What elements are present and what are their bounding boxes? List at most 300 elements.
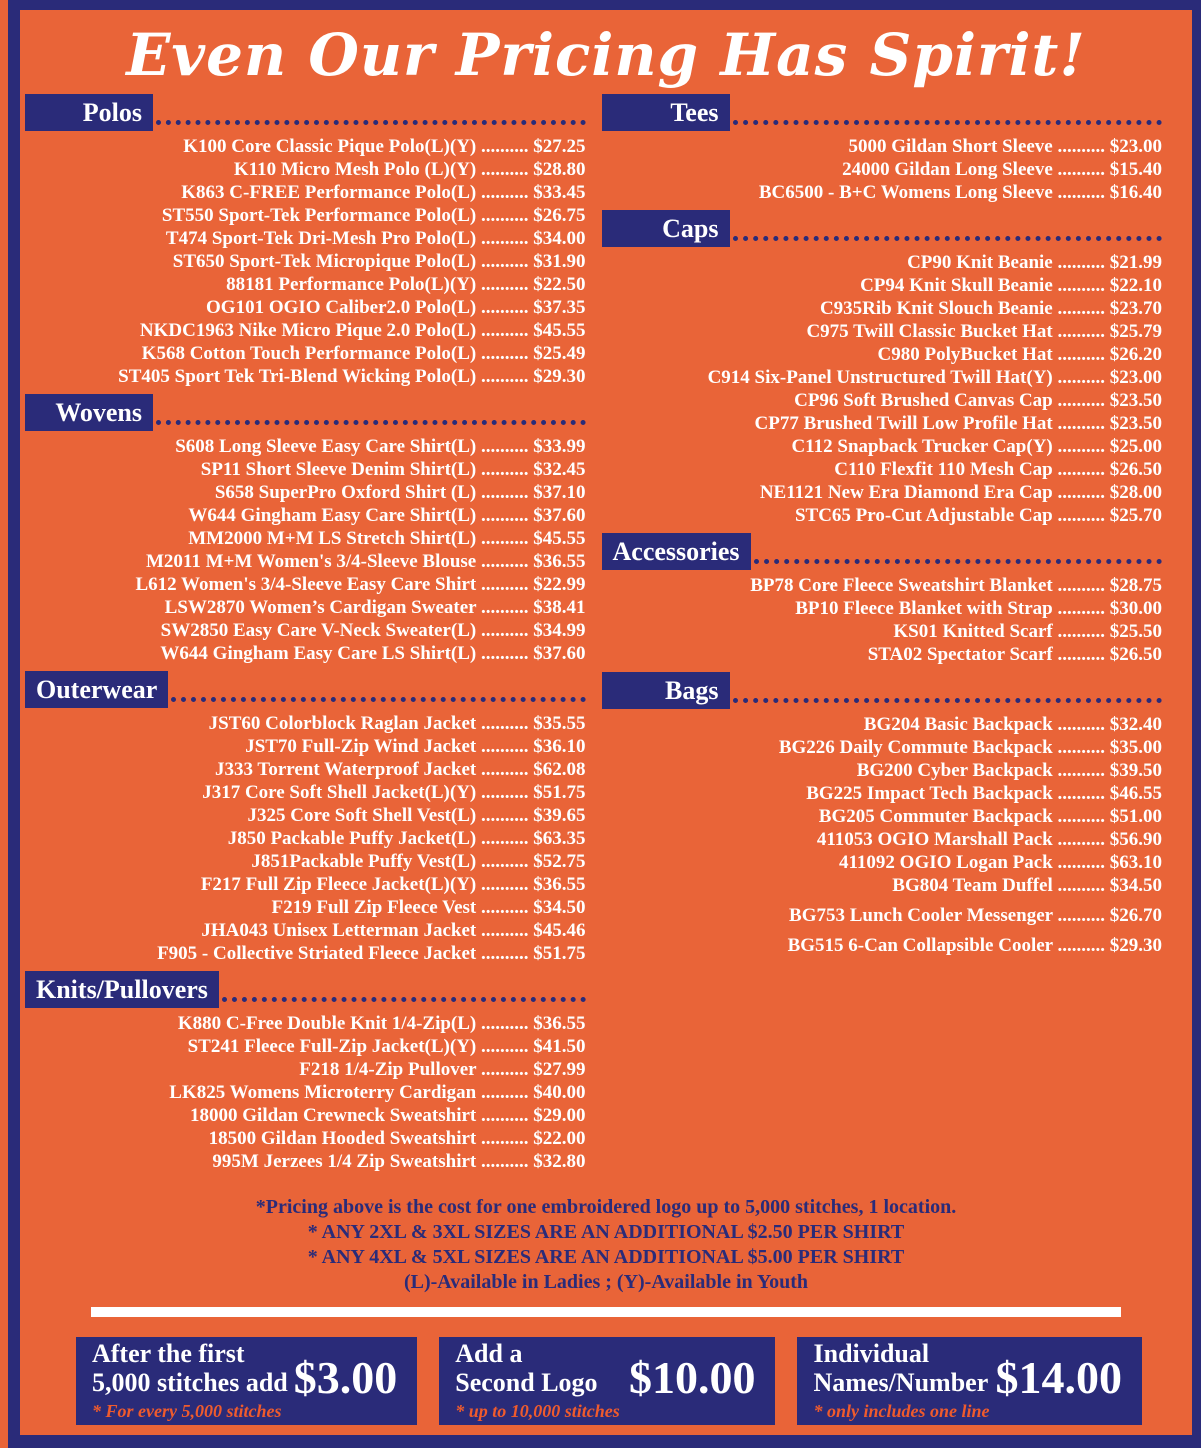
- section-title: Caps: [602, 210, 730, 247]
- price-box-note: * up to 10,000 stitches: [455, 1401, 620, 1422]
- right-column: [602, 94, 1163, 963]
- item-dot-leader: ..........: [476, 758, 534, 780]
- item-dot-leader: ..........: [1052, 851, 1110, 873]
- item-price: $34.99: [533, 619, 586, 641]
- item-price: $15.40: [1109, 158, 1162, 180]
- item-name: NKDC1963 Nike Micro Pique 2.0 Polo(L): [139, 319, 477, 341]
- item-dot-leader: ..........: [476, 804, 534, 826]
- item-row: [25, 873, 586, 896]
- item-name: BG225 Impact Tech Backpack: [806, 782, 1053, 804]
- item-row: [602, 504, 1163, 527]
- item-name: J851Packable Puffy Vest(L): [251, 850, 477, 872]
- item-dot-leader: ..........: [476, 896, 534, 918]
- item-name: ST405 Sport Tek Tri-Blend Wicking Polo(L): [118, 365, 477, 387]
- price-box: [797, 1337, 1142, 1425]
- section-rows: [602, 574, 1163, 666]
- item-price: $36.55: [533, 550, 586, 572]
- item-price: $34.00: [533, 227, 586, 249]
- item-dot-leader: ..........: [476, 1127, 534, 1149]
- item-name: CP77 Brushed Twill Low Profile Hat: [754, 412, 1053, 434]
- item-price: $45.55: [533, 527, 586, 549]
- item-dot-leader: ..........: [1052, 620, 1110, 642]
- item-row: [25, 481, 586, 504]
- item-dot-leader: ..........: [1052, 366, 1110, 388]
- item-price: $34.50: [533, 896, 586, 918]
- item-row: [25, 342, 586, 365]
- item-name: BC6500 - B+C Womens Long Sleeve: [758, 181, 1053, 203]
- item-dot-leader: ..........: [476, 204, 534, 226]
- item-row: [25, 642, 586, 665]
- item-dot-leader: ..........: [476, 273, 534, 295]
- item-dot-leader: ..........: [1052, 574, 1110, 596]
- item-name: BP10 Fleece Blanket with Strap: [795, 597, 1053, 619]
- price-section: [25, 671, 586, 965]
- item-row: [25, 273, 586, 296]
- item-dot-leader: ..........: [476, 1150, 534, 1172]
- dotted-leader: [222, 997, 586, 1002]
- flyer-content: [20, 10, 1192, 1435]
- dotted-leader: [733, 698, 1163, 703]
- item-price: $22.10: [1109, 274, 1162, 296]
- item-price: $23.00: [1109, 366, 1162, 388]
- item-price: $27.99: [533, 1058, 586, 1080]
- item-row: [602, 412, 1163, 435]
- item-row: [25, 712, 586, 735]
- item-row: [25, 527, 586, 550]
- item-dot-leader: ..........: [476, 712, 534, 734]
- item-price: $22.00: [533, 1127, 586, 1149]
- price-box-label: Individual Names/Number: [813, 1339, 989, 1398]
- price-box-text: [813, 1339, 989, 1422]
- item-name: 24000 Gildan Long Sleeve: [842, 158, 1053, 180]
- item-row: [25, 781, 586, 804]
- item-dot-leader: ..........: [476, 250, 534, 272]
- item-price: $40.00: [533, 1081, 586, 1103]
- item-dot-leader: ..........: [476, 342, 534, 364]
- item-name: NE1121 New Era Diamond Era Cap: [759, 481, 1053, 503]
- item-row: [602, 597, 1163, 620]
- item-dot-leader: ..........: [476, 873, 534, 895]
- price-box-note: * For every 5,000 stitches: [92, 1401, 282, 1422]
- item-row: [25, 504, 586, 527]
- item-dot-leader: ..........: [1052, 782, 1110, 804]
- item-name: F905 - Collective Striated Fleece Jacket: [157, 942, 477, 964]
- page-title: Even Our Pricing Has Spirit!: [126, 21, 1086, 89]
- item-price: $29.30: [1109, 934, 1162, 956]
- item-row: [25, 735, 586, 758]
- item-price: $41.50: [533, 1035, 586, 1057]
- item-name: K568 Cotton Touch Performance Polo(L): [141, 342, 477, 364]
- item-row: [25, 804, 586, 827]
- item-dot-leader: ..........: [476, 596, 534, 618]
- item-name: KS01 Knitted Scarf: [893, 620, 1053, 642]
- item-row: [25, 204, 586, 227]
- item-dot-leader: ..........: [476, 181, 534, 203]
- item-price: $45.55: [533, 319, 586, 341]
- dotted-leader: [733, 120, 1163, 125]
- section-rows: [25, 435, 586, 665]
- item-row: [602, 181, 1163, 204]
- section-title: Wovens: [25, 394, 153, 431]
- section-header: [25, 394, 586, 431]
- item-name: CP90 Knit Beanie: [907, 251, 1053, 273]
- item-price: $37.60: [533, 504, 586, 526]
- item-name: S608 Long Sleeve Easy Care Shirt(L): [175, 435, 477, 457]
- item-dot-leader: ..........: [1052, 297, 1110, 319]
- item-price: $32.40: [1109, 713, 1162, 735]
- item-name: 18500 Gildan Hooded Sweatshirt: [208, 1127, 477, 1149]
- item-dot-leader: ..........: [476, 1081, 534, 1103]
- item-name: F218 1/4-Zip Pullover: [299, 1058, 477, 1080]
- price-box-label: After the first 5,000 stitches add: [92, 1339, 288, 1398]
- item-name: 995M Jerzees 1/4 Zip Sweatshirt: [212, 1150, 477, 1172]
- item-price: $26.20: [1109, 343, 1162, 365]
- section-title: Accessories: [602, 533, 751, 570]
- item-dot-leader: ..........: [476, 319, 534, 341]
- section-title: Polos: [25, 94, 153, 131]
- item-name: 411053 OGIO Marshall Pack: [816, 828, 1053, 850]
- item-price: $25.50: [1109, 620, 1162, 642]
- item-row: [25, 319, 586, 342]
- item-row: [602, 458, 1163, 481]
- item-name: J325 Core Soft Shell Vest(L): [247, 804, 477, 826]
- item-dot-leader: ..........: [476, 458, 534, 480]
- item-row: [25, 758, 586, 781]
- section-rows: [25, 135, 586, 388]
- item-row: [25, 1081, 586, 1104]
- item-dot-leader: ..........: [476, 135, 534, 157]
- item-name: M2011 M+M Women's 3/4-Sleeve Blouse: [145, 550, 477, 572]
- item-name: K110 Micro Mesh Polo (L)(Y): [233, 158, 477, 180]
- item-price: $37.10: [533, 481, 586, 503]
- price-section: [602, 210, 1163, 527]
- item-dot-leader: ..........: [476, 227, 534, 249]
- item-dot-leader: ..........: [1052, 458, 1110, 480]
- item-price: $35.55: [533, 712, 586, 734]
- item-name: F217 Full Zip Fleece Jacket(L)(Y): [200, 873, 477, 895]
- section-header: [25, 971, 586, 1008]
- footnote-line: * ANY 2XL & 3XL SIZES ARE AN ADDITIONAL $2.50 PER SHIRT: [307, 1220, 905, 1243]
- item-name: C975 Twill Classic Bucket Hat: [806, 320, 1053, 342]
- item-row: [25, 827, 586, 850]
- item-dot-leader: ..........: [1052, 158, 1110, 180]
- item-dot-leader: ..........: [1052, 713, 1110, 735]
- dotted-leader: [156, 420, 586, 425]
- item-name: W644 Gingham Easy Care Shirt(L): [188, 504, 477, 526]
- item-row: [602, 934, 1163, 957]
- item-row: [25, 135, 586, 158]
- price-section: [602, 94, 1163, 204]
- item-price: $28.75: [1109, 574, 1162, 596]
- item-row: [602, 874, 1163, 897]
- item-price: $35.00: [1109, 736, 1162, 758]
- item-dot-leader: ..........: [1052, 597, 1110, 619]
- item-price: $63.35: [533, 827, 586, 849]
- dotted-leader: [156, 120, 586, 125]
- item-dot-leader: ..........: [476, 365, 534, 387]
- item-price: $52.75: [533, 850, 586, 872]
- item-name: BP78 Core Fleece Sweatshirt Blanket: [750, 574, 1053, 596]
- item-price: $25.79: [1109, 320, 1162, 342]
- item-row: [602, 135, 1163, 158]
- item-row: [602, 274, 1163, 297]
- item-row: [25, 596, 586, 619]
- item-row: [602, 620, 1163, 643]
- item-price: $26.50: [1109, 458, 1162, 480]
- item-price: $28.80: [533, 158, 586, 180]
- item-row: [602, 828, 1163, 851]
- item-row: [25, 458, 586, 481]
- item-dot-leader: ..........: [476, 504, 534, 526]
- item-price: $33.45: [533, 181, 586, 203]
- section-rows: [25, 1012, 586, 1173]
- item-row: [602, 904, 1163, 927]
- item-name: OG101 OGIO Caliber2.0 Polo(L): [206, 296, 477, 318]
- item-name: BG515 6-Can Collapsible Cooler: [787, 934, 1053, 956]
- left-column: [25, 94, 586, 1179]
- item-price: $32.45: [533, 458, 586, 480]
- item-dot-leader: ..........: [1052, 412, 1110, 434]
- footnote-line: (L)-Available in Ladies ; (Y)-Available in Youth: [403, 1270, 809, 1293]
- item-dot-leader: ..........: [476, 642, 534, 664]
- item-name: S658 SuperPro Oxford Shirt (L): [214, 481, 477, 503]
- item-price: $34.50: [1109, 874, 1162, 896]
- item-name: T474 Sport-Tek Dri-Mesh Pro Polo(L): [165, 227, 477, 249]
- item-dot-leader: ..........: [1052, 759, 1110, 781]
- item-price: $23.50: [1109, 389, 1162, 411]
- item-name: 5000 Gildan Short Sleeve: [848, 135, 1053, 157]
- price-section: [25, 971, 586, 1173]
- item-price: $16.40: [1109, 181, 1162, 203]
- item-price: $29.00: [533, 1104, 586, 1126]
- price-box-note: * only includes one line: [813, 1401, 990, 1422]
- item-row: [602, 805, 1163, 828]
- item-name: BG204 Basic Backpack: [863, 713, 1053, 735]
- item-dot-leader: ..........: [476, 850, 534, 872]
- item-dot-leader: ..........: [476, 1012, 534, 1034]
- item-price: $37.60: [533, 642, 586, 664]
- item-price: $38.41: [533, 596, 586, 618]
- item-name: CP94 Knit Skull Beanie: [860, 274, 1053, 296]
- price-boxes: [20, 1337, 1192, 1425]
- price-box-text: [455, 1339, 623, 1422]
- item-name: JHA043 Unisex Letterman Jacket: [201, 919, 477, 941]
- item-price: $27.25: [533, 135, 586, 157]
- item-name: W644 Gingham Easy Care LS Shirt(L): [160, 642, 477, 664]
- item-name: SP11 Short Sleeve Denim Shirt(L): [200, 458, 477, 480]
- item-row: [602, 343, 1163, 366]
- item-name: C914 Six-Panel Unstructured Twill Hat(Y): [707, 366, 1053, 388]
- item-name: J333 Torrent Waterproof Jacket: [215, 758, 477, 780]
- section-header: [602, 210, 1163, 247]
- item-dot-leader: ..........: [1052, 389, 1110, 411]
- item-row: [25, 919, 586, 942]
- item-row: [602, 366, 1163, 389]
- item-row: [602, 643, 1163, 666]
- item-name: CP96 Soft Brushed Canvas Cap: [794, 389, 1053, 411]
- item-name: BG205 Commuter Backpack: [818, 805, 1053, 827]
- item-row: [602, 320, 1163, 343]
- item-name: BG753 Lunch Cooler Messenger: [789, 904, 1053, 926]
- item-price: $26.50: [1109, 643, 1162, 665]
- item-dot-leader: ..........: [1052, 904, 1110, 926]
- item-dot-leader: ..........: [1052, 874, 1110, 896]
- section-header: [602, 672, 1163, 709]
- section-header: [25, 671, 586, 708]
- item-name: MM2000 M+M LS Stretch Shirt(L): [188, 527, 477, 549]
- item-row: [602, 435, 1163, 458]
- section-title: Knits/Pullovers: [25, 971, 219, 1008]
- item-name: JST60 Colorblock Raglan Jacket: [208, 712, 477, 734]
- item-price: $22.99: [533, 573, 586, 595]
- item-price: $36.10: [533, 735, 586, 757]
- item-dot-leader: ..........: [1052, 934, 1110, 956]
- item-dot-leader: ..........: [476, 527, 534, 549]
- item-dot-leader: ..........: [476, 735, 534, 757]
- item-price: $36.55: [533, 1012, 586, 1034]
- item-name: LSW2870 Women’s Cardigan Sweater: [164, 596, 477, 618]
- item-price: $26.75: [533, 204, 586, 226]
- item-dot-leader: ..........: [476, 550, 534, 572]
- item-name: K880 C-Free Double Knit 1/4-Zip(L): [177, 1012, 477, 1034]
- item-dot-leader: ..........: [476, 1035, 534, 1057]
- item-row: [25, 296, 586, 319]
- item-row: [602, 782, 1163, 805]
- item-name: BG804 Team Duffel: [892, 874, 1053, 896]
- item-row: [25, 896, 586, 919]
- item-price: $33.99: [533, 435, 586, 457]
- price-box-label: Add a Second Logo: [455, 1339, 598, 1398]
- item-dot-leader: ..........: [1052, 343, 1110, 365]
- item-price: $51.75: [533, 781, 586, 803]
- section-title: Outerwear: [25, 671, 168, 708]
- price-box-amount: $10.00: [628, 1352, 756, 1404]
- item-row: [25, 1035, 586, 1058]
- item-dot-leader: ..........: [1052, 274, 1110, 296]
- item-name: STC65 Pro-Cut Adjustable Cap: [794, 504, 1053, 526]
- item-price: $51.00: [1109, 805, 1162, 827]
- item-row: [602, 251, 1163, 274]
- divider-bar: [91, 1307, 1121, 1317]
- item-row: [602, 389, 1163, 412]
- item-price: $25.00: [1109, 435, 1162, 457]
- item-price: $28.00: [1109, 481, 1162, 503]
- item-row: [602, 481, 1163, 504]
- item-row: [602, 851, 1163, 874]
- item-dot-leader: ..........: [1052, 643, 1110, 665]
- item-name: K100 Core Classic Pique Polo(L)(Y): [183, 135, 477, 157]
- item-price: $21.99: [1109, 251, 1162, 273]
- item-row: [25, 181, 586, 204]
- item-price: $23.00: [1109, 135, 1162, 157]
- footnote-line: * ANY 4XL & 5XL SIZES ARE AN ADDITIONAL $5.00 PER SHIRT: [307, 1245, 905, 1268]
- item-dot-leader: ..........: [1052, 435, 1110, 457]
- item-dot-leader: ..........: [1052, 504, 1110, 526]
- item-dot-leader: ..........: [476, 296, 534, 318]
- item-dot-leader: ..........: [476, 919, 534, 941]
- item-price: $22.50: [533, 273, 586, 295]
- item-price: $25.49: [533, 342, 586, 364]
- item-price: $31.90: [533, 250, 586, 272]
- item-name: C980 PolyBucket Hat: [877, 343, 1053, 365]
- item-price: $26.70: [1109, 904, 1162, 926]
- item-row: [602, 297, 1163, 320]
- price-section: [602, 672, 1163, 957]
- section-title: Bags: [602, 672, 730, 709]
- item-price: $39.50: [1109, 759, 1162, 781]
- columns: [20, 94, 1192, 1179]
- item-price: $45.46: [533, 919, 586, 941]
- item-dot-leader: ..........: [1052, 828, 1110, 850]
- item-name: C112 Snapback Trucker Cap(Y): [791, 435, 1053, 457]
- item-dot-leader: ..........: [476, 435, 534, 457]
- item-row: [25, 158, 586, 181]
- item-price: $23.50: [1109, 412, 1162, 434]
- price-box: [439, 1337, 775, 1425]
- item-price: $30.00: [1109, 597, 1162, 619]
- item-dot-leader: ..........: [476, 158, 534, 180]
- item-row: [25, 619, 586, 642]
- item-name: LK825 Womens Microterry Cardigan: [169, 1081, 477, 1103]
- section-rows: [25, 712, 586, 965]
- dotted-leader: [754, 559, 1162, 564]
- item-name: BG226 Daily Commute Backpack: [778, 736, 1053, 758]
- item-row: [602, 158, 1163, 181]
- item-row: [25, 550, 586, 573]
- item-dot-leader: ..........: [476, 1104, 534, 1126]
- dotted-leader: [171, 697, 585, 702]
- item-row: [602, 736, 1163, 759]
- item-row: [25, 365, 586, 388]
- item-price: $39.65: [533, 804, 586, 826]
- item-name: F219 Full Zip Fleece Vest: [271, 896, 477, 918]
- item-price: $62.08: [533, 758, 586, 780]
- item-price: $56.90: [1109, 828, 1162, 850]
- item-name: ST650 Sport-Tek Micropique Polo(L): [172, 250, 477, 272]
- item-dot-leader: ..........: [1052, 320, 1110, 342]
- item-dot-leader: ..........: [1052, 135, 1110, 157]
- price-box: [76, 1337, 417, 1425]
- item-name: J317 Core Soft Shell Jacket(L)(Y): [202, 781, 477, 803]
- item-row: [25, 1104, 586, 1127]
- item-name: 411092 OGIO Logan Pack: [838, 851, 1053, 873]
- item-row: [602, 759, 1163, 782]
- section-rows: [602, 251, 1163, 527]
- item-dot-leader: ..........: [1052, 736, 1110, 758]
- price-box-amount: $14.00: [995, 1352, 1122, 1404]
- item-dot-leader: ..........: [476, 942, 534, 964]
- item-dot-leader: ..........: [476, 619, 534, 641]
- item-dot-leader: ..........: [476, 827, 534, 849]
- item-name: STA02 Spectator Scarf: [867, 643, 1053, 665]
- item-name: 88181 Performance Polo(L)(Y): [226, 273, 477, 295]
- item-dot-leader: ..........: [476, 573, 534, 595]
- item-price: $46.55: [1109, 782, 1162, 804]
- item-price: $29.30: [533, 365, 586, 387]
- item-name: L612 Women's 3/4-Sleeve Easy Care Shirt: [135, 573, 477, 595]
- item-name: SW2850 Easy Care V-Neck Sweater(L): [160, 619, 477, 641]
- item-dot-leader: ..........: [1052, 805, 1110, 827]
- item-row: [25, 1150, 586, 1173]
- section-rows: [602, 713, 1163, 957]
- section-header: [25, 94, 586, 131]
- item-row: [25, 435, 586, 458]
- price-section: [602, 533, 1163, 666]
- price-box-amount: $3.00: [293, 1352, 398, 1404]
- item-row: [25, 1058, 586, 1081]
- section-header: [602, 94, 1163, 131]
- item-name: K863 C-FREE Performance Polo(L): [181, 181, 477, 203]
